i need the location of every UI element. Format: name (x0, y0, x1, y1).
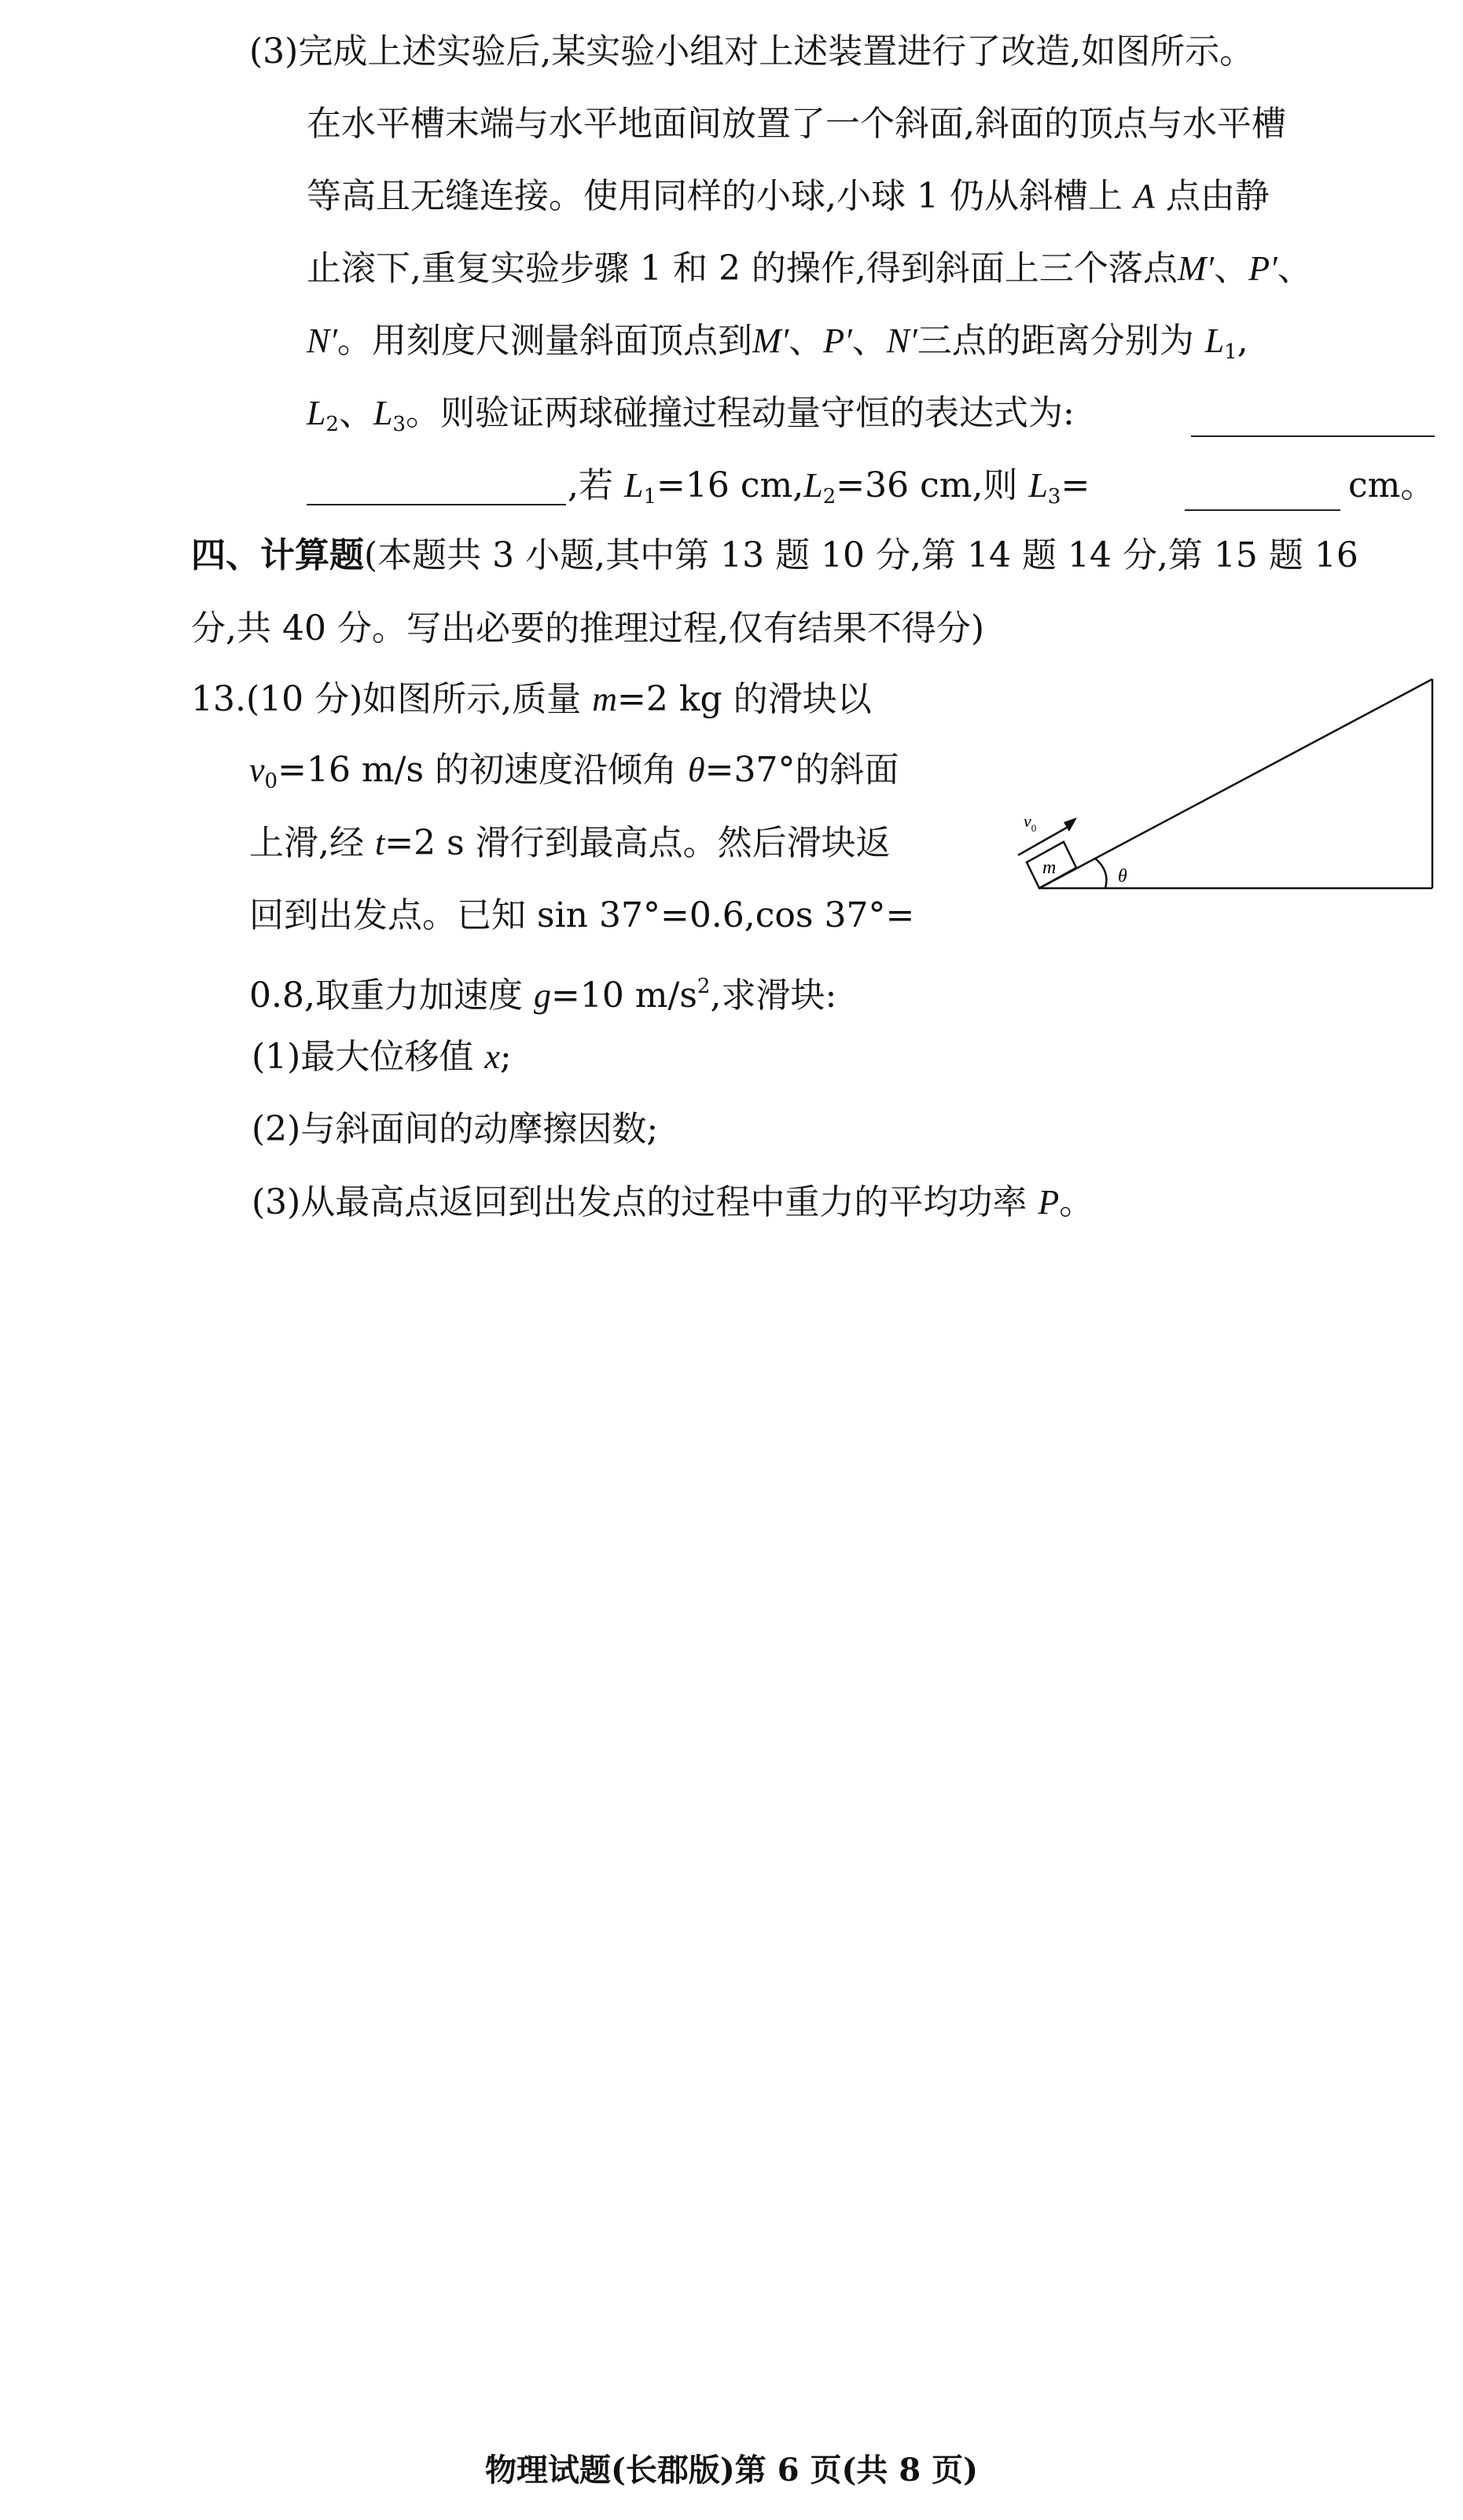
part3-line-6 (307, 393, 1075, 436)
part3-line-1 (249, 31, 1255, 72)
section-description: 分,共 40 分。写出必要的推理过程,仅有结果不得分) (191, 608, 985, 648)
var-t: t (374, 824, 385, 862)
answer-blank-expression-2[interactable] (307, 504, 566, 505)
q13-subquestion-3 (252, 1182, 1094, 1222)
text: =2 kg 的滑块以 (617, 679, 872, 719)
text: =16 cm, (656, 465, 804, 505)
answer-blank-expression-1[interactable] (1191, 435, 1435, 437)
text: ; (499, 1037, 512, 1077)
section-description: (本题共 3 小题,其中第 13 题 10 分,第 14 题 14 分,第 15 题 16 (364, 535, 1358, 575)
var-v: v (249, 751, 265, 789)
text: =37°的斜面 (704, 750, 899, 790)
point-m-prime: M′ (752, 321, 789, 360)
unit-cm (1348, 465, 1435, 505)
text: 、 (1214, 248, 1249, 288)
part3-line-7 (568, 465, 1090, 509)
q13-subquestion-2 (252, 1111, 658, 1148)
part3-line-5 (307, 321, 1248, 364)
mass-label: m (1042, 858, 1057, 878)
var-p: P (1038, 1183, 1060, 1221)
text: = (1060, 465, 1090, 505)
point-n-prime: N′ (886, 321, 917, 360)
point-n-prime: N′ (307, 321, 337, 360)
subscript: 1 (643, 485, 657, 509)
text: 、 (788, 321, 824, 361)
text: =10 m/s (550, 975, 697, 1016)
text: 上滑,经 (249, 823, 375, 863)
text: =36 cm,则 (836, 465, 1029, 505)
text: ,求滑块: (710, 975, 837, 1016)
angle-label: θ (1118, 866, 1127, 887)
text: 、 (851, 321, 887, 361)
text: 13.(10 分)如图所示,质量 (191, 679, 593, 719)
text: (3)完成上述实验后,某实验小组对上述装置进行了改造,如图所示。 (249, 31, 1255, 72)
point-a-symbol: A (1133, 177, 1155, 215)
text: cm。 (1348, 465, 1435, 505)
section-title: 四、计算题 (191, 535, 364, 575)
part3-line-2 (307, 106, 1286, 142)
text: (2)与斜面间的动摩擦因数; (252, 1109, 659, 1149)
text: 。则验证两球碰撞过程动量守恒的表达式为: (406, 393, 1075, 433)
text: (1)最大位移值 (252, 1037, 485, 1077)
text: , (1237, 321, 1248, 361)
q13-line-3 (249, 825, 891, 861)
subscript: 0 (264, 770, 278, 793)
q13-subquestion-1 (252, 1039, 512, 1075)
section-4-heading-cont (191, 608, 985, 648)
superscript: 2 (697, 975, 711, 998)
velocity-label: $v_0$ (1024, 811, 1037, 834)
section-4-heading (191, 535, 1358, 575)
text: 0.8,取重力加速度 (249, 975, 534, 1016)
incline-triangle (1039, 679, 1432, 888)
var-l: L (1204, 321, 1225, 360)
text: 。用刻度尺测量斜面顶点到 (336, 321, 752, 361)
text: 回到出发点。已知 sin 37°=0.6,cos 37°= (249, 895, 915, 935)
part3-line-3 (307, 178, 1270, 215)
answer-blank-l3[interactable] (1185, 509, 1340, 511)
text: 、 (1277, 248, 1312, 288)
text: 等高且无缝连接。使用同样的小球,小球 1 仍从斜槽上 (307, 176, 1134, 216)
var-theta: θ (688, 751, 705, 789)
var-x: x (484, 1038, 500, 1076)
text: =2 s 滑行到最高点。然后滑块返 (384, 823, 891, 863)
var-l: L (1028, 466, 1048, 505)
point-p-prime: P′ (1248, 249, 1277, 288)
point-m-prime: M′ (1177, 249, 1215, 288)
var-l: L (623, 466, 644, 505)
text: =16 m/s 的初速度沿倾角 (278, 750, 689, 790)
var-l: L (373, 394, 393, 432)
q13-line-5 (249, 968, 837, 1016)
text: 点由静 (1154, 176, 1270, 216)
text: 在水平槽末端与水平地面间放置了一个斜面,斜面的顶点与水平槽 (307, 104, 1286, 144)
part3-line-4 (307, 248, 1312, 288)
var-m: m (592, 680, 618, 718)
subscript: 3 (1047, 485, 1061, 509)
incline-diagram (983, 652, 1439, 904)
var-l: L (307, 394, 326, 432)
text: 三点的距离分别为 (917, 321, 1205, 361)
page-footer: 物理试题(长郡版)第 6 页(共 8 页) (484, 2452, 979, 2489)
subscript: 3 (392, 413, 406, 436)
point-p-prime: P′ (823, 321, 852, 360)
subscript: 2 (325, 413, 340, 436)
text: ,若 (568, 465, 624, 505)
text: (3)从最高点返回到出发点的过程中重力的平均功率 (252, 1182, 1038, 1222)
angle-arc (1095, 858, 1106, 888)
subscript: 2 (822, 485, 836, 509)
q13-line-1 (191, 681, 872, 718)
text: 止滚下,重复实验步骤 1 和 2 的操作,得到斜面上三个落点 (307, 248, 1178, 288)
subscript: 1 (1224, 340, 1237, 364)
var-g: g (533, 976, 551, 1015)
text: 。 (1059, 1182, 1094, 1222)
q13-line-2 (249, 750, 899, 793)
text: 、 (339, 393, 374, 433)
q13-line-4 (249, 895, 915, 935)
var-l: L (803, 466, 823, 505)
